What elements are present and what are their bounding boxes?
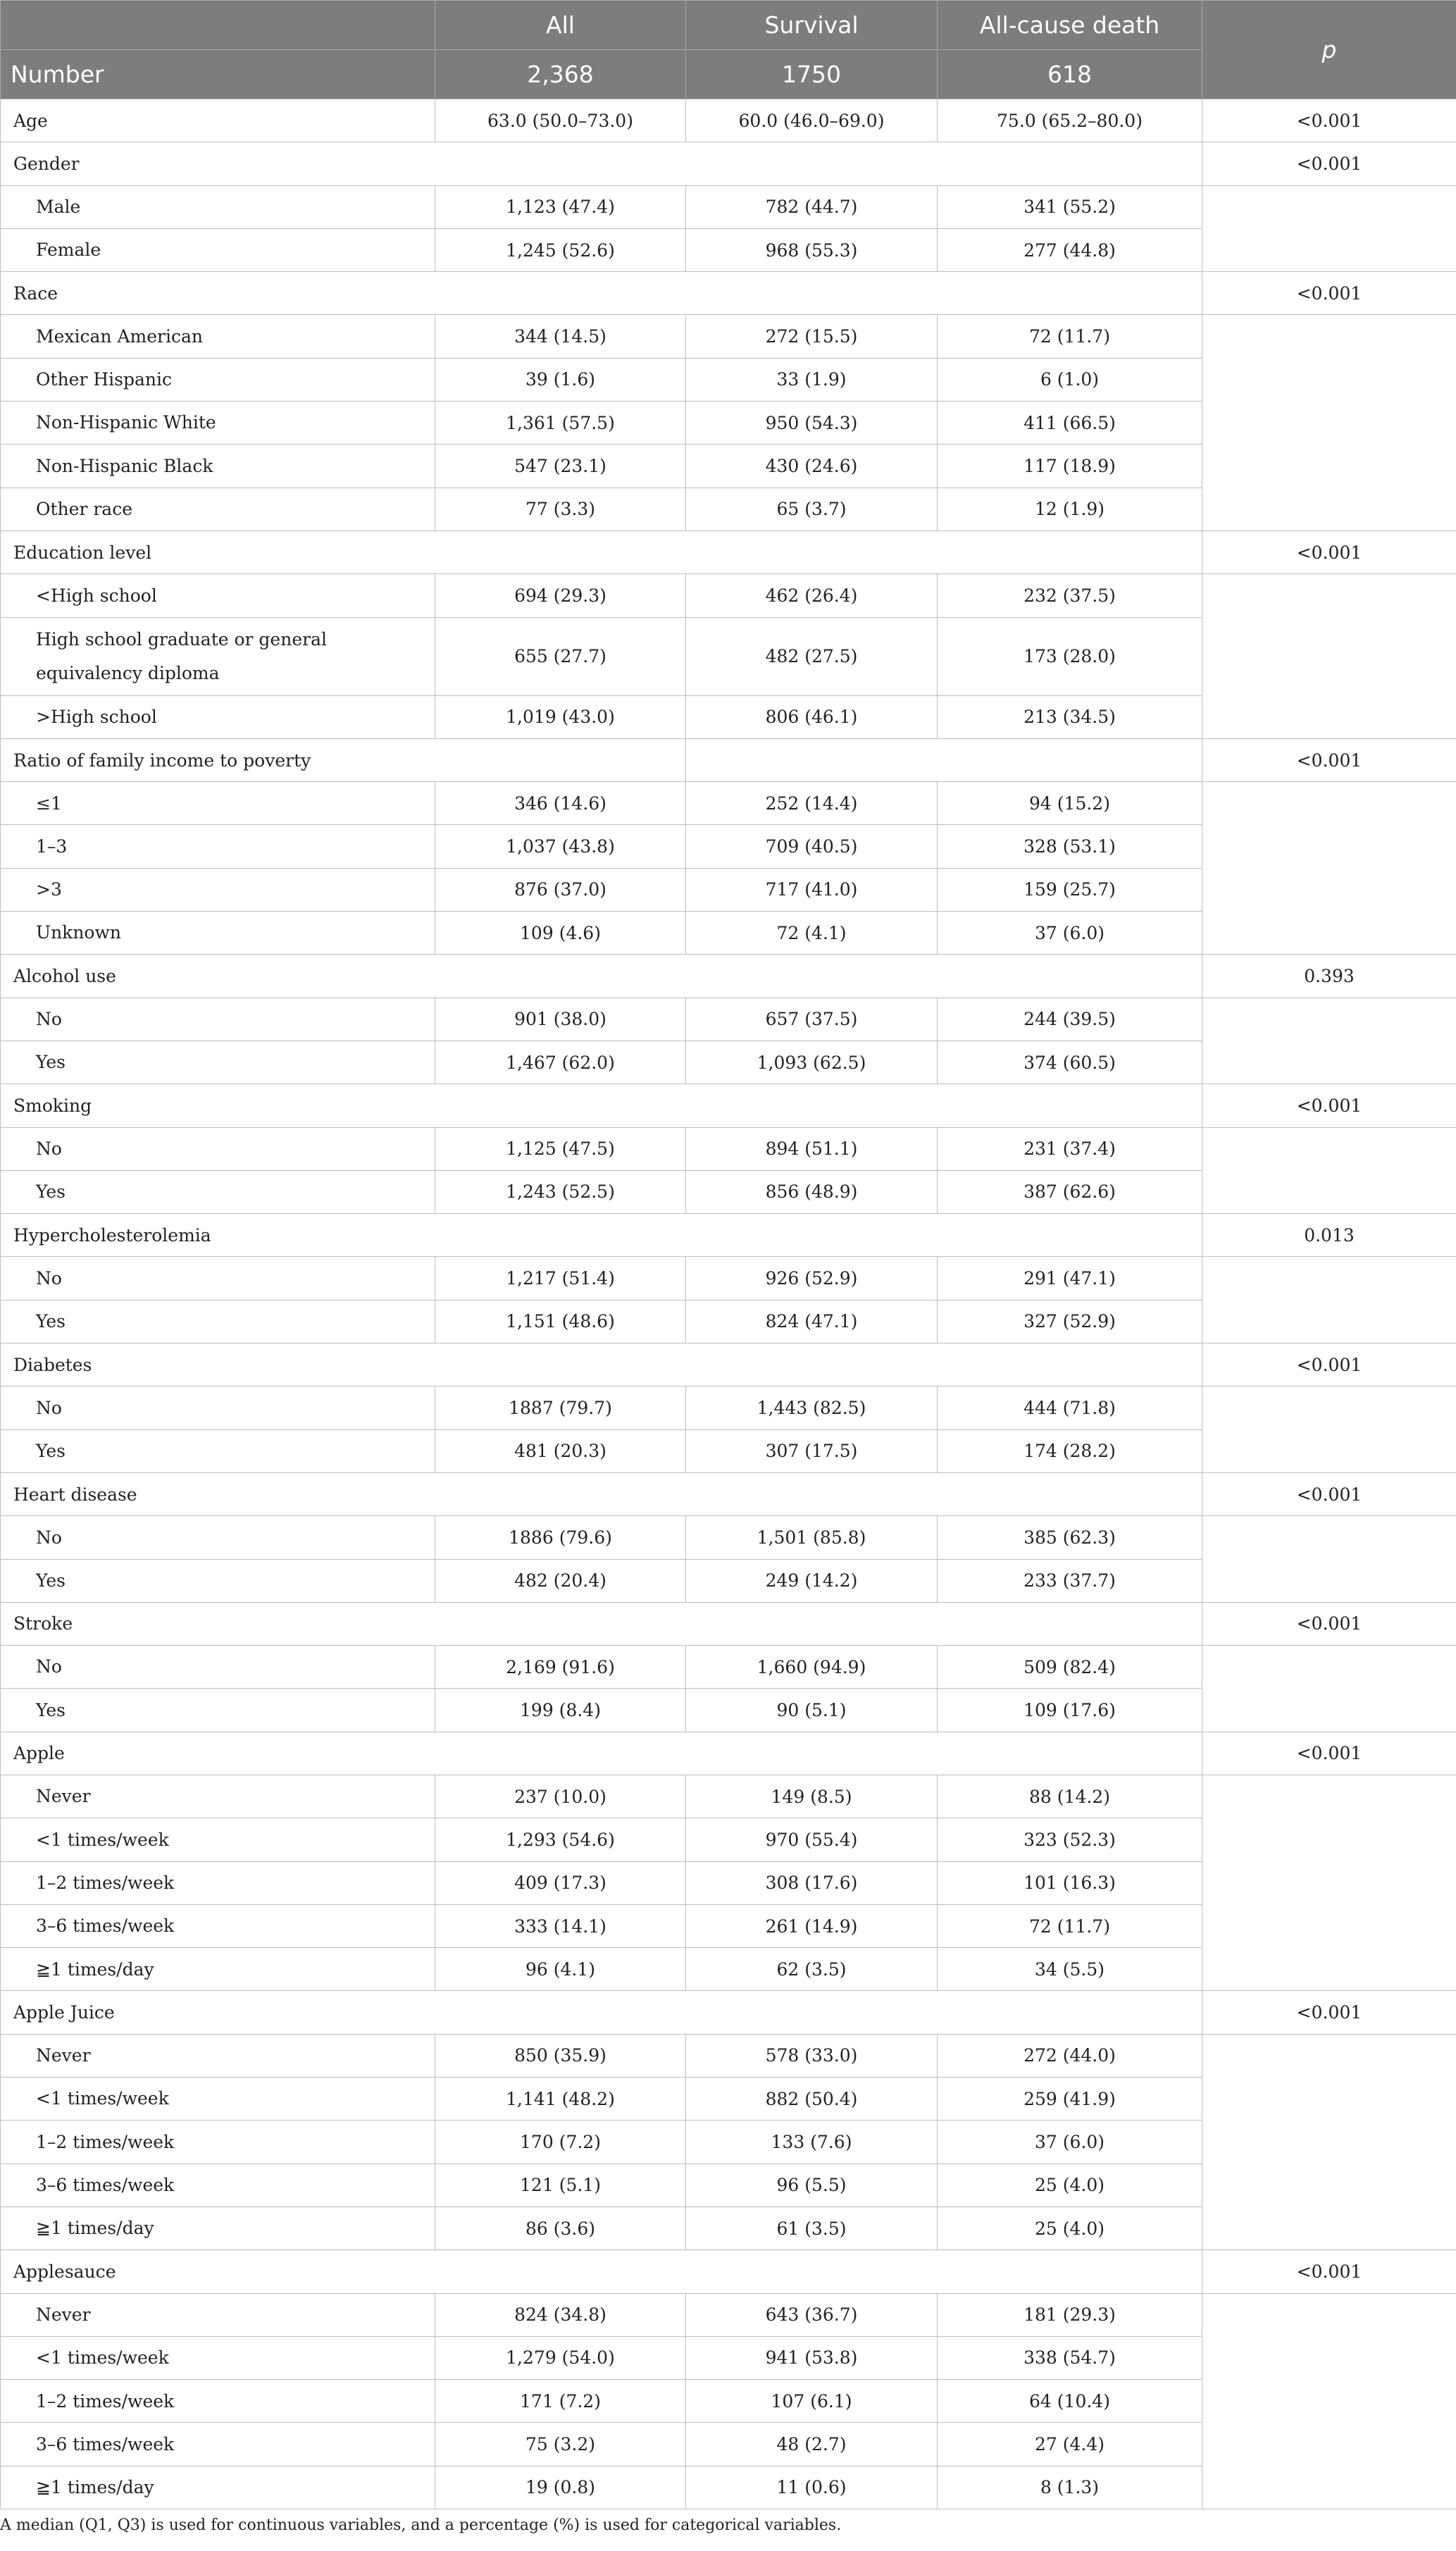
value-cell: 1,093 (62.5) <box>686 1041 938 1084</box>
table-row <box>1 2250 1456 2293</box>
value-cell: 173 (28.0) <box>938 617 1202 695</box>
table-row <box>1 1127 1456 1170</box>
value-cell: 96 (5.5) <box>686 2164 938 2206</box>
variable-label: Stroke <box>1 1602 1202 1645</box>
variable-label: Race <box>1 272 1202 315</box>
value-cell: 481 (20.3) <box>435 1429 686 1472</box>
table-row <box>1 998 1456 1041</box>
category-label: No <box>1 1646 435 1689</box>
value-cell: 327 (52.9) <box>938 1300 1202 1343</box>
value-cell: 261 (14.9) <box>686 1904 938 1947</box>
p-value-cell: <0.001 <box>1202 1991 1456 2034</box>
category-label: Non-Hispanic White <box>1 402 435 445</box>
table-row <box>1 1386 1456 1429</box>
value-cell: 277 (44.8) <box>938 228 1202 271</box>
table-row <box>1 1343 1456 1386</box>
value-cell: 159 (25.7) <box>938 868 1202 911</box>
value-cell: 346 (14.6) <box>435 782 686 825</box>
p-value-cell: <0.001 <box>1202 272 1456 315</box>
category-label: Yes <box>1 1429 435 1472</box>
value-cell: 65 (3.7) <box>686 488 938 530</box>
variable-label: Age <box>1 99 435 142</box>
category-label: No <box>1 1257 435 1300</box>
table-row <box>1 574 1456 617</box>
p-value-cell: <0.001 <box>1202 99 1456 142</box>
value-cell: 237 (10.0) <box>435 1775 686 1818</box>
value-cell: 655 (27.7) <box>435 617 686 695</box>
table-row <box>1 955 1456 998</box>
header-number-label: Number <box>1 50 435 99</box>
header-p-value: p <box>1202 1 1456 99</box>
header-blank-cell <box>1 1 435 50</box>
variable-label: Ratio of family income to poverty <box>1 738 686 781</box>
value-cell: 75 (3.2) <box>435 2423 686 2466</box>
value-cell: 1,245 (52.6) <box>435 228 686 271</box>
category-label: Non-Hispanic Black <box>1 445 435 488</box>
value-cell: 344 (14.5) <box>435 315 686 358</box>
value-cell: 1,501 (85.8) <box>686 1516 938 1559</box>
p-blank-cell <box>1202 574 1456 739</box>
value-cell: 33 (1.9) <box>686 358 938 401</box>
value-cell: 1,279 (54.0) <box>435 2336 686 2379</box>
value-cell: 387 (62.6) <box>938 1170 1202 1213</box>
category-label: <High school <box>1 574 435 617</box>
value-cell: 96 (4.1) <box>435 1948 686 1991</box>
value-cell: 2,169 (91.6) <box>435 1646 686 1689</box>
value-cell: 308 (17.6) <box>686 1861 938 1904</box>
table-row <box>1 2293 1456 2336</box>
value-cell: 1,019 (43.0) <box>435 695 686 738</box>
p-value-cell: <0.001 <box>1202 1084 1456 1127</box>
variable-label: Alcohol use <box>1 955 1202 998</box>
value-cell: 117 (18.9) <box>938 445 1202 488</box>
value-cell: 1,123 (47.4) <box>435 185 686 228</box>
variable-label: Diabetes <box>1 1343 1202 1386</box>
table-row <box>1 1257 1456 1300</box>
value-cell: 291 (47.1) <box>938 1257 1202 1300</box>
value-cell: 181 (29.3) <box>938 2293 1202 2336</box>
value-cell: 709 (40.5) <box>686 825 938 868</box>
value-cell: 462 (26.4) <box>686 574 938 617</box>
value-cell: 509 (82.4) <box>938 1646 1202 1689</box>
value-cell: 482 (20.4) <box>435 1559 686 1602</box>
category-label: Other race <box>1 488 435 530</box>
category-label: ≤1 <box>1 782 435 825</box>
value-cell: 1,125 (47.5) <box>435 1127 686 1170</box>
value-cell: 39 (1.6) <box>435 358 686 401</box>
p-blank-cell <box>1202 1646 1456 1732</box>
table-row <box>1 272 1456 315</box>
p-value-cell: <0.001 <box>1202 530 1456 573</box>
value-cell: 806 (46.1) <box>686 695 938 738</box>
category-label: Never <box>1 1775 435 1818</box>
value-cell: 62 (3.5) <box>686 1948 938 1991</box>
table-row <box>1 530 1456 573</box>
category-label: 1–2 times/week <box>1 2121 435 2164</box>
value-cell: 133 (7.6) <box>686 2121 938 2164</box>
value-cell: 1,141 (48.2) <box>435 2078 686 2121</box>
value-cell: 717 (41.0) <box>686 868 938 911</box>
value-cell: 1,217 (51.4) <box>435 1257 686 1300</box>
value-cell: 149 (8.5) <box>686 1775 938 1818</box>
category-label: Other Hispanic <box>1 358 435 401</box>
variable-label: Education level <box>1 530 1202 573</box>
table-row <box>1 2034 1456 2077</box>
value-cell: 11 (0.6) <box>686 2466 938 2509</box>
value-cell: 1,293 (54.6) <box>435 1818 686 1861</box>
value-cell: 244 (39.5) <box>938 998 1202 1041</box>
header-number-death: 618 <box>938 50 1202 99</box>
table-row <box>1 185 1456 228</box>
p-blank-cell <box>1202 998 1456 1084</box>
value-cell: 1,361 (57.5) <box>435 402 686 445</box>
table-row <box>1 142 1456 185</box>
category-label: 3–6 times/week <box>1 2164 435 2206</box>
value-cell: 48 (2.7) <box>686 2423 938 2466</box>
value-cell: 231 (37.4) <box>938 1127 1202 1170</box>
value-cell: 64 (10.4) <box>938 2380 1202 2423</box>
category-label: Mexican American <box>1 315 435 358</box>
value-cell: 232 (37.5) <box>938 574 1202 617</box>
value-cell: 894 (51.1) <box>686 1127 938 1170</box>
table-row <box>1 1646 1456 1689</box>
value-cell: 1886 (79.6) <box>435 1516 686 1559</box>
value-cell: 37 (6.0) <box>938 912 1202 955</box>
p-value-cell: <0.001 <box>1202 1732 1456 1775</box>
value-cell: 72 (11.7) <box>938 1904 1202 1947</box>
value-cell: 1,660 (94.9) <box>686 1646 938 1689</box>
value-cell: 199 (8.4) <box>435 1689 686 1732</box>
p-blank-cell <box>1202 1386 1456 1473</box>
category-label: Yes <box>1 1041 435 1084</box>
category-label: 3–6 times/week <box>1 2423 435 2466</box>
p-blank-cell <box>1202 2293 1456 2509</box>
category-label: ≧1 times/day <box>1 1948 435 1991</box>
category-label: 1–2 times/week <box>1 1861 435 1904</box>
category-label: Male <box>1 185 435 228</box>
table-row <box>1 1602 1456 1645</box>
value-cell: 941 (53.8) <box>686 2336 938 2379</box>
value-cell: 107 (6.1) <box>686 2380 938 2423</box>
value-cell: 547 (23.1) <box>435 445 686 488</box>
value-cell: 75.0 (65.2–80.0) <box>938 99 1202 142</box>
value-cell: 12 (1.9) <box>938 488 1202 530</box>
value-cell: 90 (5.1) <box>686 1689 938 1732</box>
header-number-survival: 1750 <box>686 50 938 99</box>
p-blank-cell <box>1202 1127 1456 1214</box>
table-header <box>1 1 1456 99</box>
category-label: Unknown <box>1 912 435 955</box>
value-cell: 174 (28.2) <box>938 1429 1202 1472</box>
value-cell: 657 (37.5) <box>686 998 938 1041</box>
category-label: >High school <box>1 695 435 738</box>
value-cell: 1,243 (52.5) <box>435 1170 686 1213</box>
category-label: Yes <box>1 1300 435 1343</box>
header-number-all: 2,368 <box>435 50 686 99</box>
value-cell: 109 (17.6) <box>938 1689 1202 1732</box>
value-cell: 121 (5.1) <box>435 2164 686 2206</box>
variable-label: Apple <box>1 1732 1202 1775</box>
value-cell: 882 (50.4) <box>686 2078 938 2121</box>
value-cell: 60.0 (46.0–69.0) <box>686 99 938 142</box>
variable-label: Gender <box>1 142 1202 185</box>
category-label: Yes <box>1 1559 435 1602</box>
value-cell: 444 (71.8) <box>938 1386 1202 1429</box>
p-blank-cell <box>1202 1516 1456 1603</box>
p-value-cell: 0.013 <box>1202 1214 1456 1257</box>
table-row <box>1 1472 1456 1515</box>
value-cell: 25 (4.0) <box>938 2164 1202 2206</box>
value-cell: 411 (66.5) <box>938 402 1202 445</box>
value-cell: 385 (62.3) <box>938 1516 1202 1559</box>
value-cell: 824 (34.8) <box>435 2293 686 2336</box>
value-cell: 72 (11.7) <box>938 315 1202 358</box>
value-cell: 213 (34.5) <box>938 695 1202 738</box>
variable-label: Smoking <box>1 1084 1202 1127</box>
category-label: No <box>1 1516 435 1559</box>
category-label: Never <box>1 2034 435 2077</box>
category-label: Yes <box>1 1170 435 1213</box>
value-cell: 856 (48.9) <box>686 1170 938 1213</box>
category-label: <1 times/week <box>1 2336 435 2379</box>
header-all-cause-death: All-cause death <box>938 1 1202 50</box>
value-cell: 259 (41.9) <box>938 2078 1202 2121</box>
value-cell: 8 (1.3) <box>938 2466 1202 2509</box>
value-cell: 430 (24.6) <box>686 445 938 488</box>
value-cell: 252 (14.4) <box>686 782 938 825</box>
p-blank-cell <box>1202 315 1456 530</box>
p-blank-cell <box>1202 2034 1456 2249</box>
value-cell: 901 (38.0) <box>435 998 686 1041</box>
value-cell: 25 (4.0) <box>938 2206 1202 2249</box>
p-blank-cell <box>1202 185 1456 272</box>
category-label: No <box>1 1127 435 1170</box>
variable-label: Applesauce <box>1 2250 1202 2293</box>
header-all: All <box>435 1 686 50</box>
value-cell: 88 (14.2) <box>938 1775 1202 1818</box>
value-cell: 323 (52.3) <box>938 1818 1202 1861</box>
variable-label: Hypercholesterolemia <box>1 1214 1202 1257</box>
value-cell: 272 (44.0) <box>938 2034 1202 2077</box>
value-cell: 328 (53.1) <box>938 825 1202 868</box>
table-row <box>1 99 1456 142</box>
value-cell: 34 (5.5) <box>938 1948 1202 1991</box>
value-cell: 27 (4.4) <box>938 2423 1202 2466</box>
value-cell: 1,443 (82.5) <box>686 1386 938 1429</box>
value-cell: 824 (47.1) <box>686 1300 938 1343</box>
table-row <box>1 1991 1456 2034</box>
table-row <box>1 1084 1456 1127</box>
value-cell: 1,467 (62.0) <box>435 1041 686 1084</box>
value-cell: 643 (36.7) <box>686 2293 938 2336</box>
category-label: No <box>1 1386 435 1429</box>
category-label: High school graduate or general equivalency diploma <box>1 617 435 695</box>
value-cell: 61 (3.5) <box>686 2206 938 2249</box>
header-survival: Survival <box>686 1 938 50</box>
value-cell: 171 (7.2) <box>435 2380 686 2423</box>
table-row <box>1 1214 1456 1257</box>
value-cell: 249 (14.2) <box>686 1559 938 1602</box>
value-cell: 77 (3.3) <box>435 488 686 530</box>
table-row <box>1 1775 1456 1818</box>
empty-cell <box>686 738 1202 781</box>
value-cell: 970 (55.4) <box>686 1818 938 1861</box>
value-cell: 876 (37.0) <box>435 868 686 911</box>
value-cell: 333 (14.1) <box>435 1904 686 1947</box>
category-label: ≧1 times/day <box>1 2206 435 2249</box>
value-cell: 307 (17.5) <box>686 1429 938 1472</box>
p-value-cell: <0.001 <box>1202 1343 1456 1386</box>
table-row <box>1 1516 1456 1559</box>
value-cell: 850 (35.9) <box>435 2034 686 2077</box>
value-cell: 233 (37.7) <box>938 1559 1202 1602</box>
p-value-cell: 0.393 <box>1202 955 1456 998</box>
value-cell: 1,037 (43.8) <box>435 825 686 868</box>
category-label: Female <box>1 228 435 271</box>
table-row <box>1 1732 1456 1775</box>
category-label: 3–6 times/week <box>1 1904 435 1947</box>
category-label: <1 times/week <box>1 1818 435 1861</box>
p-blank-cell <box>1202 1775 1456 1990</box>
value-cell: 170 (7.2) <box>435 2121 686 2164</box>
table-row <box>1 782 1456 825</box>
value-cell: 694 (29.3) <box>435 574 686 617</box>
table-row <box>1 315 1456 358</box>
value-cell: 94 (15.2) <box>938 782 1202 825</box>
value-cell: 341 (55.2) <box>938 185 1202 228</box>
value-cell: 926 (52.9) <box>686 1257 938 1300</box>
category-label: 1–3 <box>1 825 435 868</box>
category-label: ≧1 times/day <box>1 2466 435 2509</box>
value-cell: 37 (6.0) <box>938 2121 1202 2164</box>
table-body <box>1 99 1456 2509</box>
category-label: No <box>1 998 435 1041</box>
value-cell: 482 (27.5) <box>686 617 938 695</box>
table-row <box>1 738 1456 781</box>
variable-label: Apple Juice <box>1 1991 1202 2034</box>
value-cell: 109 (4.6) <box>435 912 686 955</box>
p-value-cell: <0.001 <box>1202 142 1456 185</box>
value-cell: 63.0 (50.0–73.0) <box>435 99 686 142</box>
p-blank-cell <box>1202 782 1456 955</box>
header-row <box>1 1 1456 50</box>
value-cell: 6 (1.0) <box>938 358 1202 401</box>
table-footnote: A median (Q1, Q3) is used for continuous variables, and a percentage (%) is used for categorical variables. <box>0 2516 842 2534</box>
value-cell: 409 (17.3) <box>435 1861 686 1904</box>
value-cell: 968 (55.3) <box>686 228 938 271</box>
category-label: <1 times/week <box>1 2078 435 2121</box>
value-cell: 1887 (79.7) <box>435 1386 686 1429</box>
value-cell: 101 (16.3) <box>938 1861 1202 1904</box>
p-blank-cell <box>1202 1257 1456 1343</box>
p-value-cell: <0.001 <box>1202 1472 1456 1515</box>
value-cell: 578 (33.0) <box>686 2034 938 2077</box>
value-cell: 782 (44.7) <box>686 185 938 228</box>
p-value-cell: <0.001 <box>1202 1602 1456 1645</box>
category-label: 1–2 times/week <box>1 2380 435 2423</box>
p-value-cell: <0.001 <box>1202 738 1456 781</box>
p-value-cell: <0.001 <box>1202 2250 1456 2293</box>
value-cell: 338 (54.7) <box>938 2336 1202 2379</box>
variable-label: Heart disease <box>1 1472 1202 1515</box>
value-cell: 272 (15.5) <box>686 315 938 358</box>
value-cell: 86 (3.6) <box>435 2206 686 2249</box>
value-cell: 72 (4.1) <box>686 912 938 955</box>
category-label: Never <box>1 2293 435 2336</box>
value-cell: 950 (54.3) <box>686 402 938 445</box>
value-cell: 1,151 (48.6) <box>435 1300 686 1343</box>
value-cell: 19 (0.8) <box>435 2466 686 2509</box>
value-cell: 374 (60.5) <box>938 1041 1202 1084</box>
category-label: >3 <box>1 868 435 911</box>
category-label: Yes <box>1 1689 435 1732</box>
